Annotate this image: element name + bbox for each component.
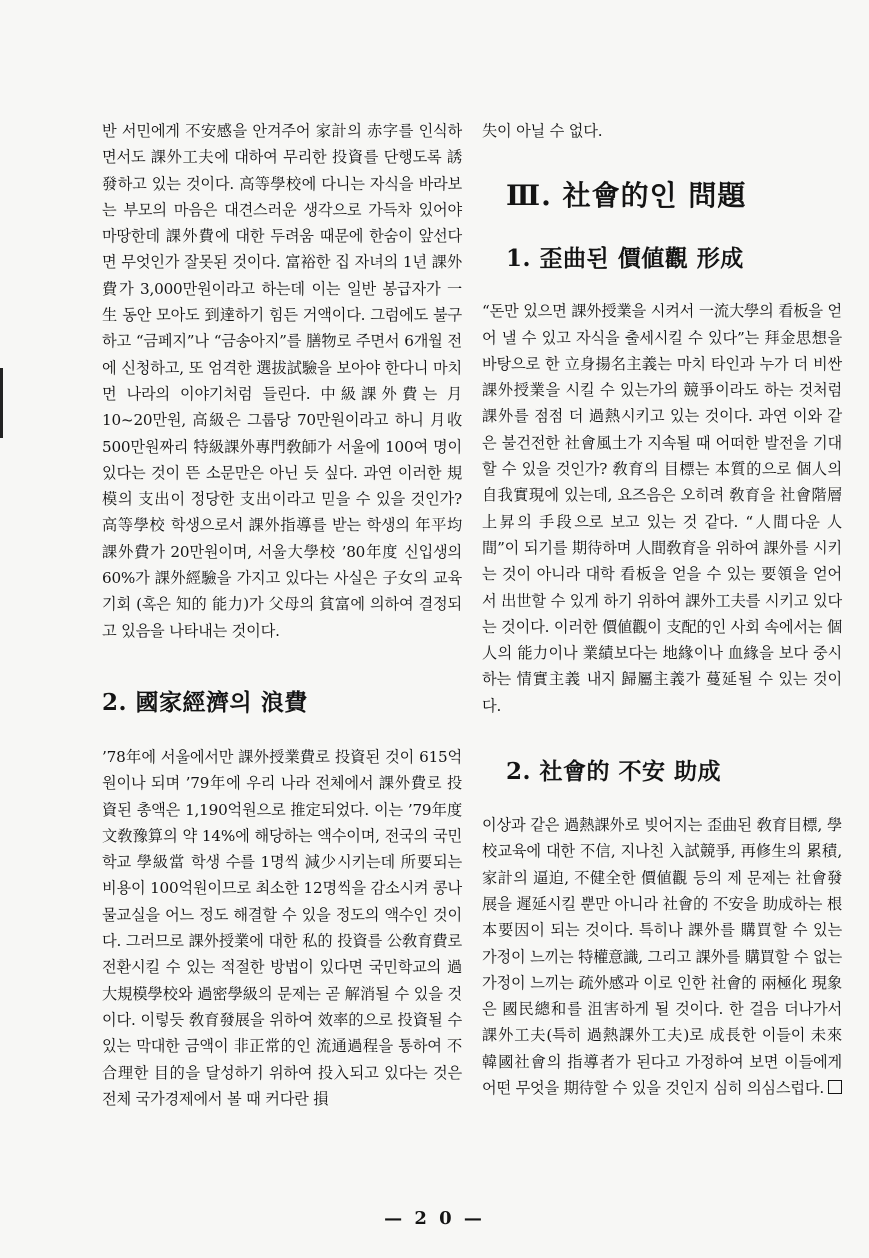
- scan-edge-mark: [0, 368, 3, 438]
- right-column: [482, 118, 842, 1101]
- heading-social-problems: Ⅲ. 社會的인 問題: [506, 179, 747, 213]
- paragraph-distorted-values: “돈만 있으면 課外授業을 시켜서 一流大學의 看板을 얻어 낼 수 있고 자식을 출세시킬 수 있다”는 拜金思想을 바탕으로 한 立身揚名主義는 마치 타인과 누가 더 비싼 課外授業을 시킬 수 있는가의 競爭이라도 하는 것처럼 課外를 점점 더 過熱시키고 있는 것이다. 과연 이와 같은 불건전한 社會風土가 지속될 때 어떠한 발전을 기대할 수 있을 것인가? 敎育의 目標는 本質的으로 個人의 自我實現에 있는데, 요즈음은 오히려 敎育을 社會階層 上昇의 手段으로 보고 있는 것 같다. “人間다운 人間”이 되기를 期待하며 人間敎育을 위하여 課外를 시키는 것이 아니라 대학 看板을 얻을 수 있는 要領을 얻어서 出世할 수 있게 하기 위하여 課外工夫를 시키고 있다는 것이다. 이러한 價値觀이 支配的인 사회 속에서는 個人의 能力이나 業績보다는 地緣이나 血緣을 보다 중시하는 情實主義 내지 歸屬主義가 蔓延될 수 있는 것이다.: [482, 302, 842, 715]
- left-column: [102, 118, 462, 1112]
- heading-social-unrest: 2. 社會的 不安 助成: [506, 758, 722, 786]
- paragraph-national-economy: ’78年에 서울에서만 課外授業費로 投資된 것이 615억원이나 되며 ’79年에 우리 나라 전체에서 課外費로 投資된 총액은 1,190억원으로 推定되었다. 이는 ’79年度 文敎豫算의 약 14%에 해당하는 액수이며, 전국의 국민학교 學級當 학생 수를 1명씩 減少시키는데 所要되는 비용이 100억원이므로 최소한 12명씩을 감소시켜 콩나물교실을 어느 정도 해결할 수 있을 정도의 액수인 것이다. 그러므로 課外授業에 대한 私的 投資를 公敎育費로 전환시킬 수 있는 적절한 방법이 있다면 국민학교의 過大規模學校와 過密學級의 문제는 곧 解消될 수 있을 것이다. 이렇듯 敎育發展을 위하여 效率的으로 投資될 수 있는 막대한 금액이 非正常的인 流通過程을 통하여 不合理한 目的을 달성하기 위하여 投入되고 있다는 것은 전체 국가경제에서 볼 때 커다란 損: [102, 747, 462, 1108]
- paragraph-social-unrest-text: 이상과 같은 過熱課外로 빚어지는 歪曲된 敎育目標, 學校교육에 대한 不信, 지나친 入試競爭, 再修生의 累積, 家計의 逼迫, 不健全한 價値觀 등의 제 문제는 社會發展을 遲延시킬 뿐만 아니라 社會的 不安을 助成하는 根本要因이 되는 것이다. 특히나 課外를 購買할 수 있는 가정이 느끼는 特權意識, 그리고 課外를 購買할 수 없는 가정이 느끼는 疏外感과 이로 인한 社會的 兩極化 現象은 國民總和를 沮害하게 될 것이다. 한 걸음 더나가서 課外工夫(특히 過熱課外工夫)로 成長한 이들이 未來 韓國社會의 指導者가 된다고 가정하여 보면 이들에게 어떤 무엇을 期待할 수 있을 것인지 심히 의심스럽다.: [482, 816, 842, 1098]
- paragraph-continuation: 失이 아닐 수 없다.: [482, 122, 603, 140]
- paragraph-household-burden: 반 서민에게 不安感을 안겨주어 家計의 赤字를 인식하면서도 課外工夫에 대하여 무리한 投資를 단행도록 誘發하고 있는 것이다. 高等學校에 다니는 자식을 바라보는 부모의 마음은 대견스러운 생각으로 가득차 있어야 마땅한데 課外費에 대한 두려움 때문에 한숨이 앞선다면 무엇인가 잘못된 것이다. 富裕한 집 자녀의 1년 課外費가 3,000만원이라고 하는데 이는 일반 봉급자가 一生 동안 모아도 到達하기 힘든 거액이다. 그럼에도 불구하고 “금페지”나 “금송아지”를 膳物로 주면서 6개월 전에 신청하고, 또 엄격한 選拔試驗을 보아야 한다니 마치 먼 나라의 이야기처럼 들린다. 中級課外費는 月 10~20만원, 高級은 그룹당 70만원이라고 하니 月收 500만원짜리 特級課外專門敎師가 서울에 100여 명이 있다는 것이 뜬 소문만은 아닌 듯 싶다. 과연 이러한 規模의 支出이 정당한 支出이라고 믿을 수 있을 것인가? 高等學校 학생으로서 課外指導를 받는 학생의 年平均 課外費가 20만원이며, 서울大學校 ’80年度 신입생의 60%가 課外經驗을 가지고 있다는 사실은 子女의 교육기회 (혹은 知的 能力)가 父母의 貧富에 의하여 결정되고 있음을 나타내는 것이다.: [102, 122, 462, 640]
- heading-distorted-values: 1. 歪曲된 價値觀 形成: [506, 245, 744, 273]
- paragraph-social-unrest: [482, 812, 842, 1101]
- heading-national-economy-waste: 2. 國家經濟의 浪費: [102, 688, 308, 716]
- end-mark-square-icon: [828, 1080, 842, 1094]
- page-number: — 2 0 —: [384, 1208, 485, 1229]
